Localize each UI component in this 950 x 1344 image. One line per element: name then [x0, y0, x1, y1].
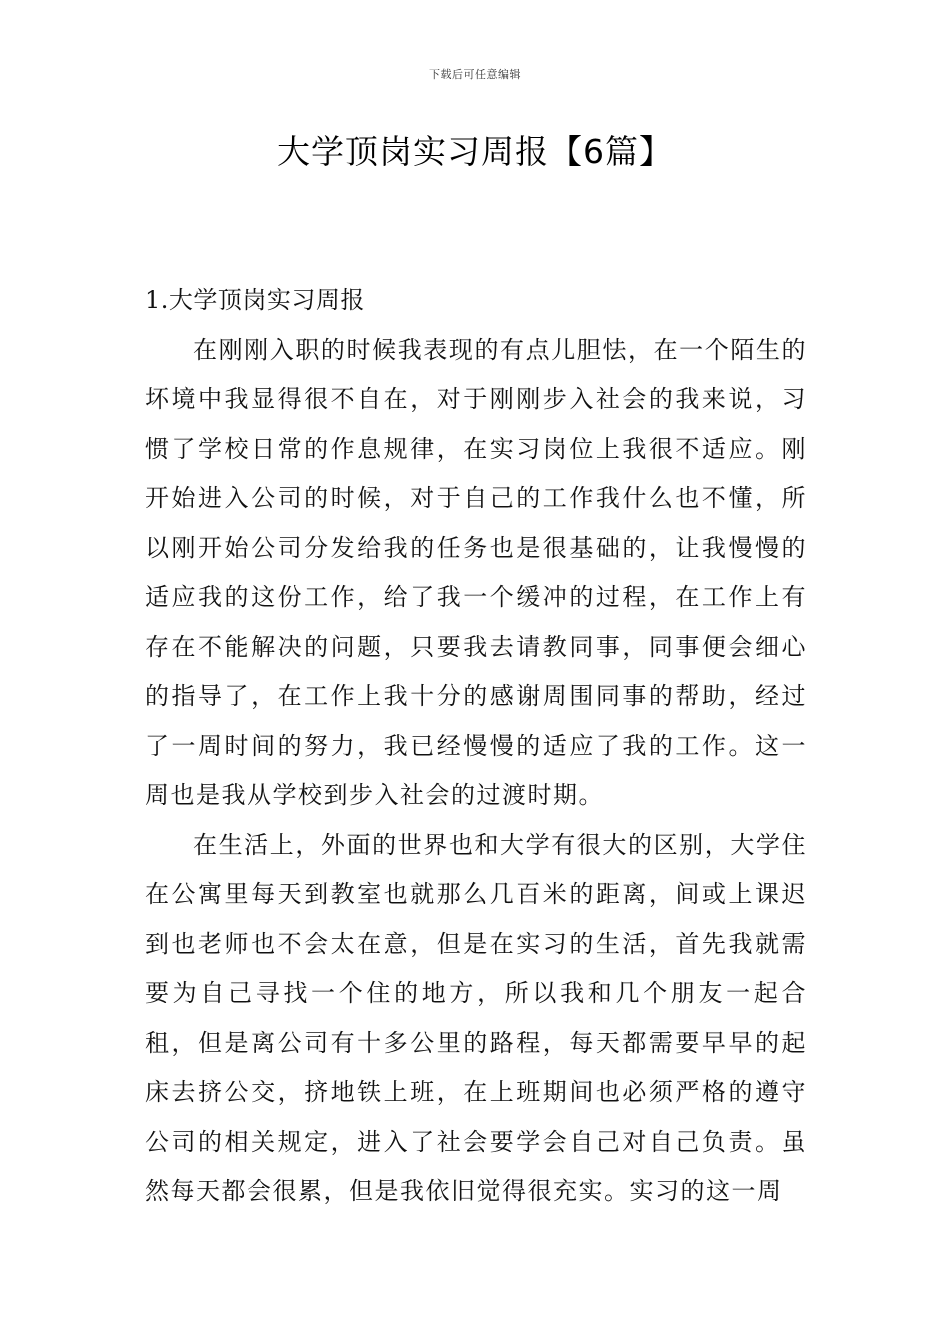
paragraph-1: 在刚刚入职的时候我表现的有点儿胆怯，在一个陌生的坏境中我显得很不自在，对于刚刚步入社会的我来说，习惯了学校日常的作息规律，在实习岗位上我很不适应。刚开始进入公司的时候，对于自己的工作我什么也不懂，所以刚开始公司分发给我的任务也是很基础的，让我慢慢的适应我的这份工作，给了我一个缓冲的过程，在工作上有存在不能解决的问题，只要我去请教同事，同事便会细心的指导了，在工作上我十分的感谢周围同事的帮助，经过了一周时间的努力，我已经慢慢的适应了我的工作。这一周也是我从学校到步入社会的过渡时期。 [145, 335, 807, 809]
paragraph-2: 在生活上，外面的世界也和大学有很大的区别，大学住在公寓里每天到教室也就那么几百米的距离，间或上课迟到也老师也不会太在意，但是在实习的生活，首先我就需要为自己寻找一个住的地方，所以我和几个朋友一起合租，但是离公司有十多公里的路程，每天都需要早早的起床去挤公交，挤地铁上班，在上班期间也必须严格的遵守公司的相关规定，进入了社会要学会自己对自己负责。虽然每天都会很累，但是我依旧觉得很充实。实习的这一周 [145, 830, 807, 1205]
document-title: 大学顶岗实习周报【6篇】 [277, 132, 673, 171]
section-heading: 1.大学顶岗实习周报 [145, 286, 365, 314]
document-body [145, 276, 807, 1217]
header-note: 下载后可任意编辑 [429, 68, 521, 81]
